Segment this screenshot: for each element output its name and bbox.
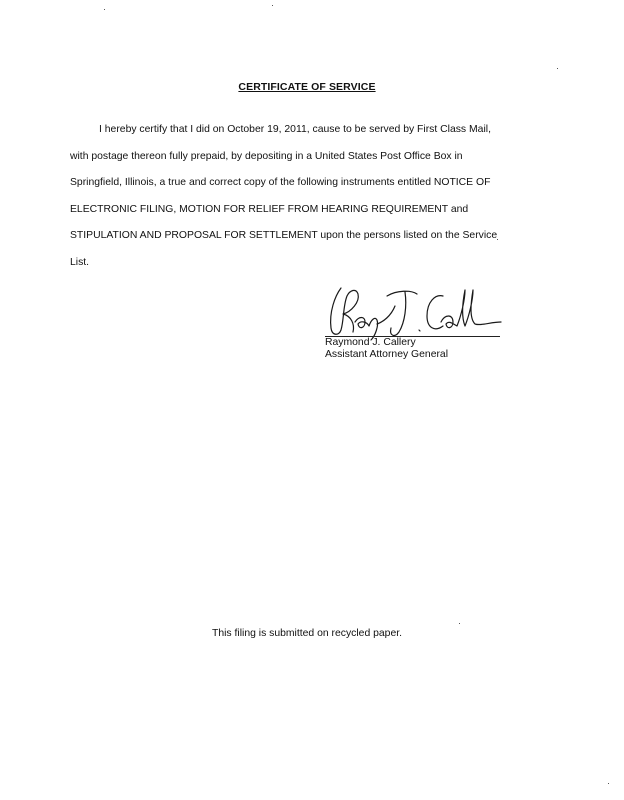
body-line: STIPULATION AND PROPOSAL FOR SETTLEMENT upon the persons listed on the Service xyxy=(70,230,498,241)
scan-speck xyxy=(459,623,460,624)
scan-speck xyxy=(272,5,273,6)
scan-speck xyxy=(497,239,498,240)
body-line xyxy=(70,117,540,144)
handwritten-signature xyxy=(325,282,525,342)
certificate-title: CERTIFICATE OF SERVICE xyxy=(238,81,376,93)
signer-name: Raymond J. Callery xyxy=(325,337,416,348)
signer-title: Assistant Attorney General xyxy=(325,349,449,360)
scan-speck xyxy=(104,9,105,10)
scan-speck xyxy=(557,68,558,69)
certificate-body xyxy=(70,117,540,276)
body-line: ELECTRONIC FILING, MOTION FOR RELIEF FROM HEARING REQUIREMENT and xyxy=(70,203,469,215)
body-line: List. xyxy=(70,256,90,268)
recycled-paper-note: This filing is submitted on recycled paper. xyxy=(211,628,402,639)
signature-block xyxy=(325,282,505,362)
scan-speck xyxy=(608,783,609,784)
body-line: with postage thereon fully prepaid, by depositing in a United States Post Office Box in xyxy=(70,150,463,162)
body-line-text: I hereby certify that I did on October 19, 2011, cause to be served by First Class Mail, xyxy=(99,124,491,135)
body-line: Springfield, Illinois, a true and correct copy of the following instruments entitled NOTICE OF xyxy=(70,177,491,188)
